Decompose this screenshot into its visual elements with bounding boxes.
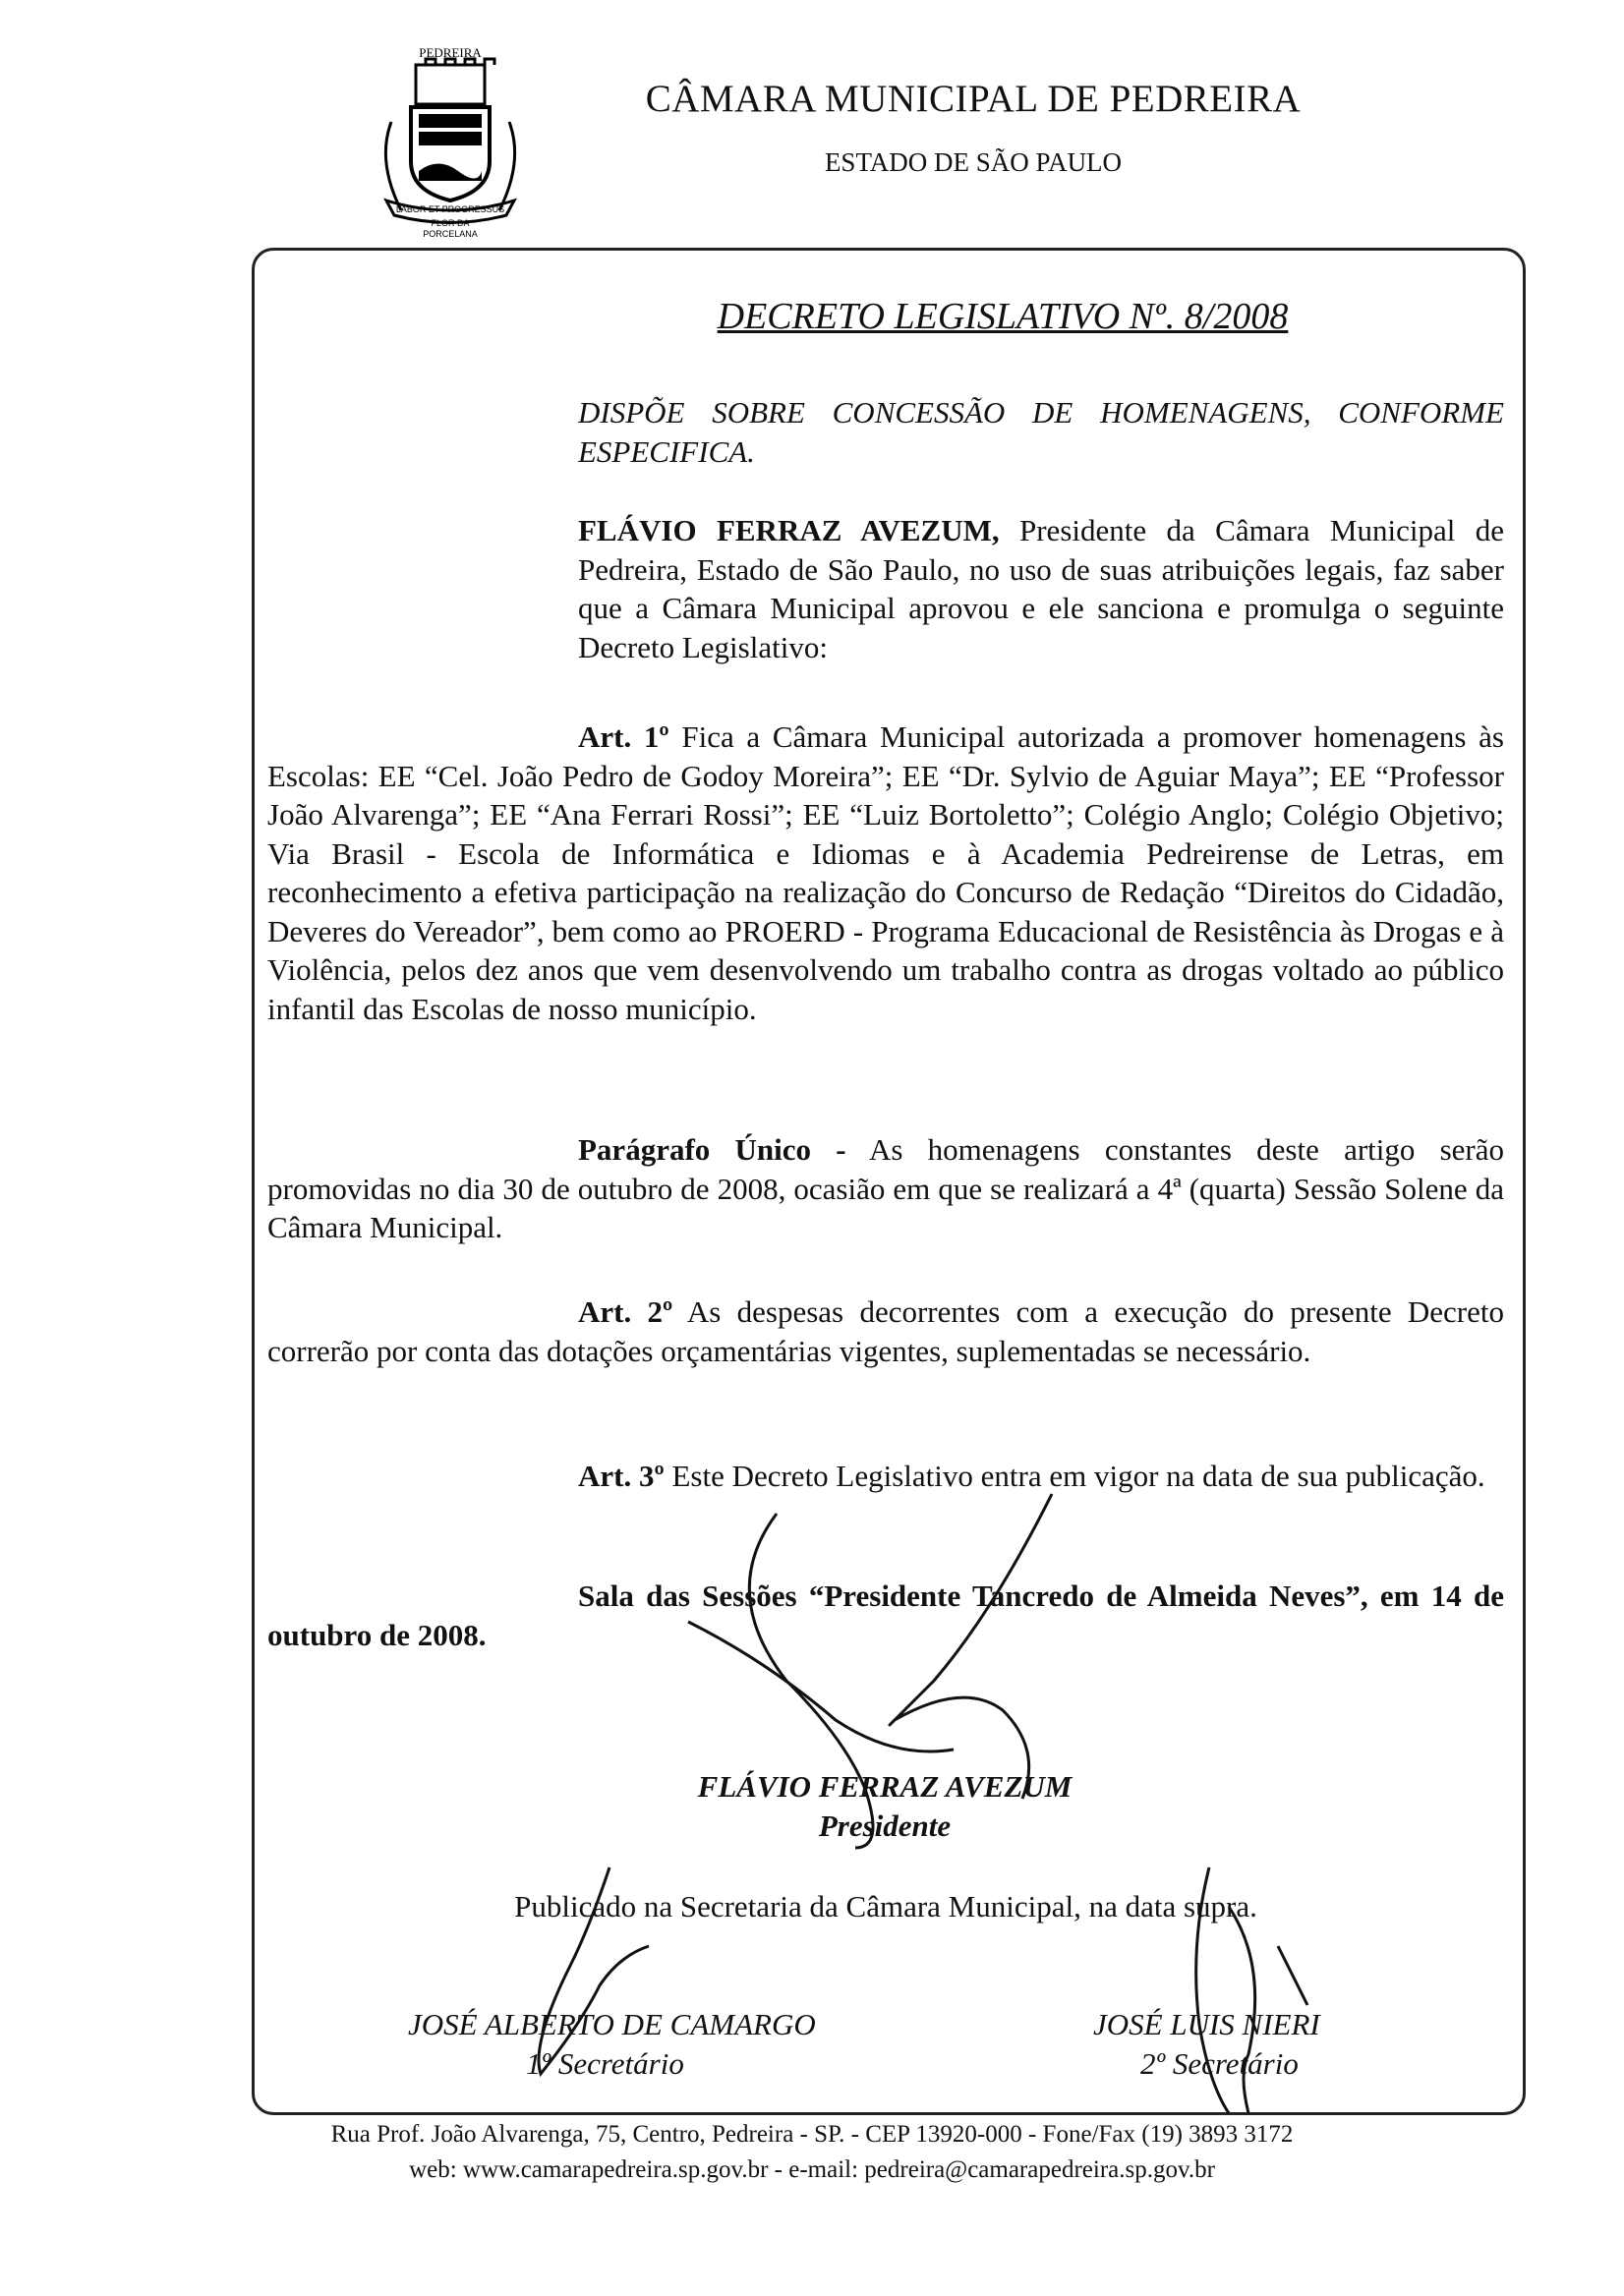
paragrafo-label: Parágrafo Único -: [578, 1132, 846, 1167]
preamble-name: FLÁVIO FERRAZ AVEZUM,: [578, 513, 1000, 547]
article-3: [267, 1457, 1504, 1496]
svg-text:PEDREIRA: PEDREIRA: [419, 45, 482, 60]
institution-title: CÂMARA MUNICIPAL DE PEDREIRA: [645, 78, 1302, 120]
preamble-text: Presidente da Câmara Municipal de Pedreira, Estado de São Paulo, no uso de suas atribuições legais, faz saber que a Câmara Municipal aprovou e ele sanciona e promulga o seguinte Decreto Legislativo:: [578, 513, 1504, 664]
paragrafo-text: As homenagens constantes deste artigo serão promovidas no dia 30 de outubro de 2008, ocasião em que se realizará a 4ª (quarta) Sessão Solene da Câmara Municipal.: [267, 1132, 1504, 1244]
article-1: [267, 718, 1504, 1028]
article-1-label: Art. 1º: [578, 719, 669, 754]
svg-text:FLOR DA: FLOR DA: [431, 218, 470, 228]
decree-ementa: DISPÕE SOBRE CONCESSÃO DE HOMENAGENS, CONFORME ESPECIFICA.: [578, 395, 1504, 469]
president-role: Presidente: [818, 1808, 952, 1843]
article-3-text: Este Decreto Legislativo entra em vigor na data de sua publicação.: [664, 1459, 1485, 1493]
article-3-label: Art. 3º: [578, 1459, 665, 1493]
article-2-label: Art. 2º: [578, 1294, 673, 1329]
decree-title: DECRETO LEGISLATIVO Nº. 8/2008: [717, 296, 1289, 337]
municipal-coat-of-arms-logo: [372, 43, 529, 240]
footer-contact: web: www.camarapedreira.sp.gov.br - e-mail: pedreira@camarapedreira.sp.gov.br: [409, 2156, 1215, 2183]
svg-text:PORCELANA: PORCELANA: [423, 229, 478, 239]
secretary-1-name: JOSÉ ALBERTO DE CAMARGO: [408, 2007, 816, 2041]
article-1-text: Fica a Câmara Municipal autorizada a promover homenagens às Escolas: EE “Cel. João Pedro de Godoy Moreira”; EE “Dr. Sylvio de Aguiar Maya”; EE “Professor João Alvarenga”; EE “Ana Ferrari Rossi”; EE “Luiz Bortoletto”; Colégio Anglo; Colégio Objetivo; Via Brasil - Escola de Informática e Idiomas e à Academia Pedreirense de Letras, em reconhecimento a efetiva participação na realização do Concurso de Redação “Direitos do Cidadão, Deveres do Vereador”, bem como ao PROERD - Programa Educacional de Resistência às Drogas e à Violência, pelos dez anos que vem desenvolvendo um trabalho contra as drogas voltado ao público infantil das Escolas de nosso município.: [267, 719, 1504, 1026]
article-2: [267, 1292, 1504, 1370]
institution-subtitle: ESTADO DE SÃO PAULO: [824, 147, 1123, 177]
secretary-2-role: 2º Secretário: [1140, 2046, 1299, 2081]
preamble: [578, 511, 1504, 666]
svg-text:LABOR ET PROGRESSUS: LABOR ET PROGRESSUS: [395, 204, 505, 214]
paragrafo-unico: [267, 1130, 1504, 1247]
secretary-2-name: JOSÉ LUIS NIERI: [1093, 2007, 1320, 2041]
article-2-text: As despesas decorrentes com a execução do presente Decreto correrão por conta das dotações orçamentárias vigentes, suplementadas se necessário.: [267, 1294, 1504, 1368]
publication-note: Publicado na Secretaria da Câmara Municipal, na data supra.: [514, 1889, 1257, 1923]
secretary-1-role: 1º Secretário: [526, 2046, 684, 2081]
president-name: FLÁVIO FERRAZ AVEZUM: [697, 1769, 1073, 1804]
footer-address: Rua Prof. João Alvarenga, 75, Centro, Pedreira - SP. - CEP 13920-000 - Fone/Fax (19) 3893 3172: [330, 2121, 1294, 2148]
session-place-date: Sala das Sessões “Presidente Tancredo de Almeida Neves”, em 14 de outubro de 2008.: [267, 1578, 1504, 1652]
